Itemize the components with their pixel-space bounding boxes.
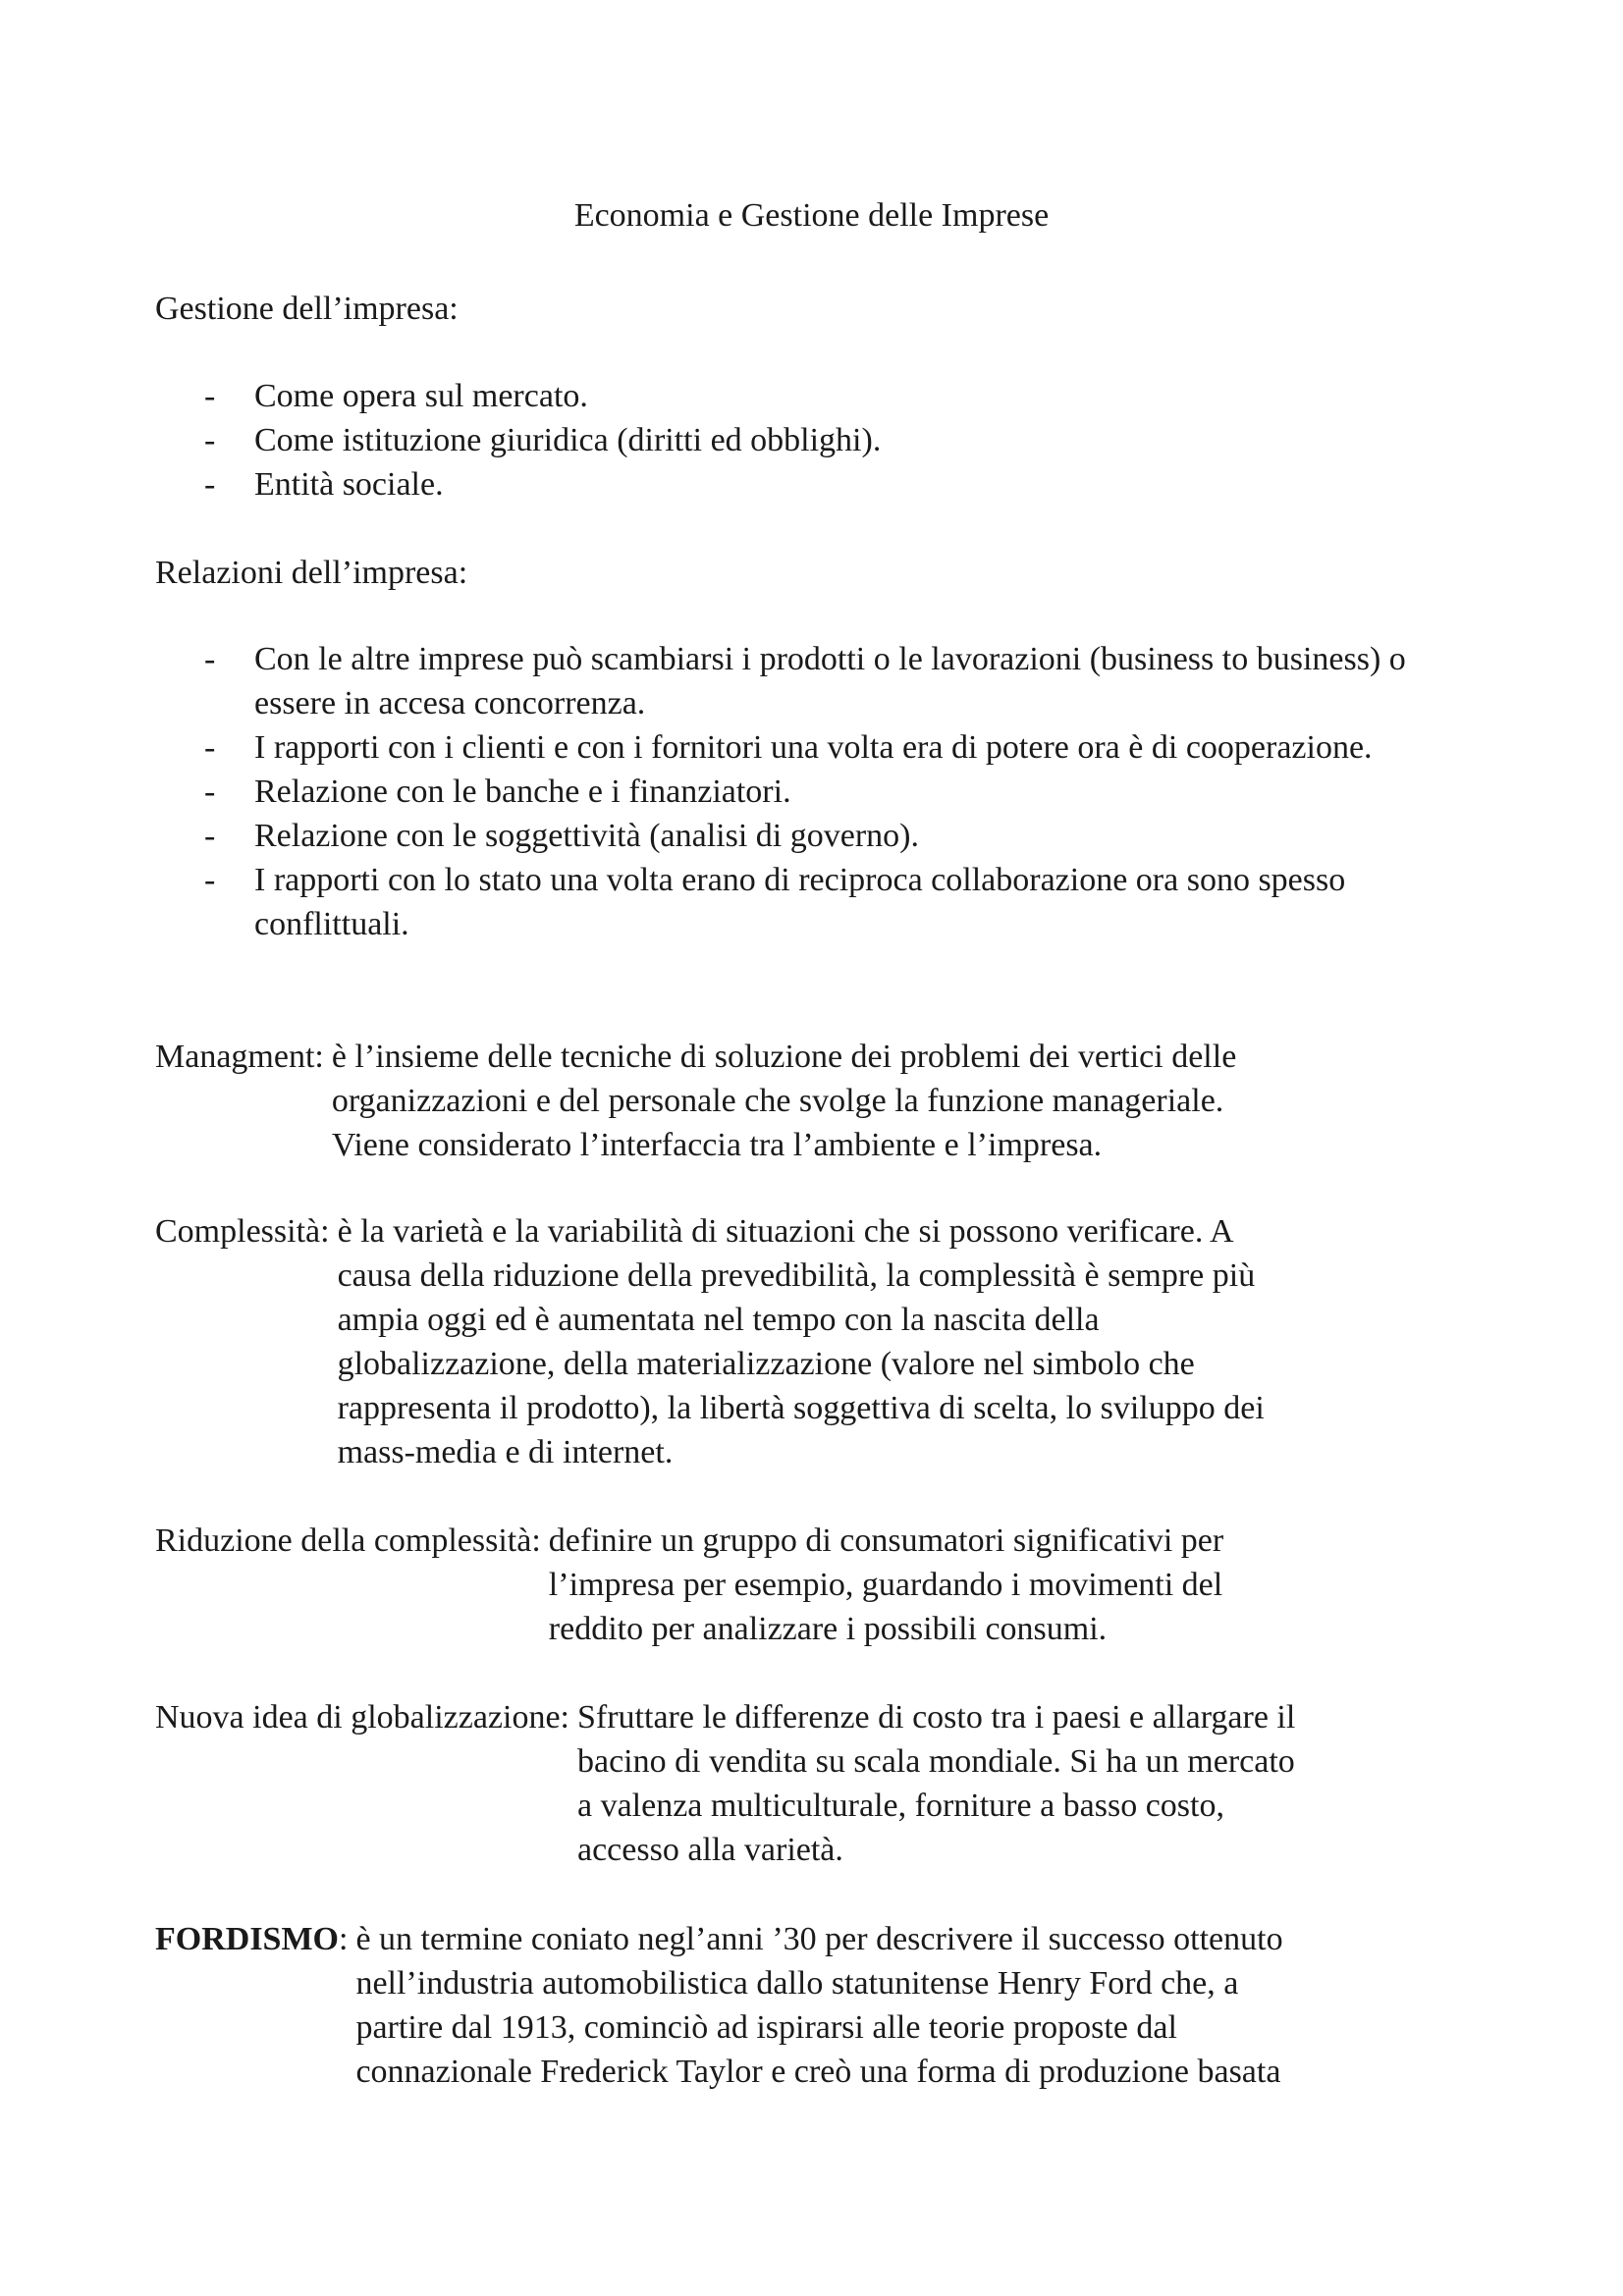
definition-line: reddito per analizzare i possibili consumi. (548, 1611, 1108, 1647)
definition-line: organizzazioni e del personale che svolge la funzione manageriale. (331, 1083, 1224, 1119)
list-item: - I rapporti con i clienti e con i fornitori una volta era di potere ora è di cooperazione. (155, 725, 1461, 770)
definition-riduzione (155, 1519, 1490, 1651)
list-item: - I rapporti con lo stato una volta erano di reciproca collaborazione ora sono spesso conflittuali. (155, 858, 1461, 946)
list-relazioni (155, 637, 1461, 946)
definition-line: l’impresa per esempio, guardando i movimenti del (548, 1567, 1223, 1603)
bullet-dash: - (204, 818, 216, 854)
definition-line: causa della riduzione della prevedibilità, la complessità è sempre più (337, 1257, 1256, 1294)
list-item: - Come istituzione giuridica (diritti ed obblighi). (155, 418, 1490, 462)
definition-managment (155, 1035, 1490, 1167)
definition-term: FORDISMO (155, 1921, 339, 1957)
section-heading-relazioni: Relazioni dell’impresa: (155, 555, 468, 591)
definition-complessita (155, 1209, 1490, 1474)
definition-line: accesso alla varietà. (577, 1832, 843, 1868)
definition-line: nell’industria automobilistica dallo statunitense Henry Ford che, a (355, 1965, 1239, 2002)
definition-globalizzazione (155, 1695, 1490, 1872)
list-item: - Come opera sul mercato. (155, 374, 1490, 418)
bullet-dash: - (204, 641, 216, 677)
list-item: - Con le altre imprese può scambiarsi i prodotti o le lavorazioni (business to business) o essere in accesa concorrenza. (155, 637, 1461, 725)
bullet-dash: - (204, 422, 216, 458)
definition-term-wrap (155, 1917, 348, 2094)
list-item: - Entità sociale. (155, 462, 1490, 507)
definition-line: partire dal 1913, cominciò ad ispirarsi alle teorie proposte dal (355, 2009, 1177, 2046)
definition-line: globalizzazione, della materializzazione (valore nel simbolo che (337, 1346, 1195, 1382)
list-gestione (155, 374, 1490, 507)
definition-line: definire un gruppo di consumatori significativi per (548, 1522, 1224, 1559)
definition-line: connazionale Frederick Taylor e creò una forma di produzione basata (355, 2054, 1281, 2090)
definition-line: a valenza multiculturale, forniture a basso costo, (577, 1788, 1224, 1824)
definition-colon: : (339, 1921, 349, 1957)
definition-fordismo (155, 1917, 1490, 2094)
definition-term: Riduzione della complessità: (155, 1522, 541, 1559)
definition-term: Complessità: (155, 1213, 330, 1250)
list-item: - Relazione con le banche e i finanziatori. (155, 770, 1461, 814)
bullet-dash: - (204, 466, 216, 503)
page-title: Economia e Gestione delle Imprese (573, 197, 1050, 234)
bullet-dash: - (204, 862, 216, 898)
definition-term: Managment: (155, 1039, 324, 1075)
bullet-dash: - (204, 729, 216, 766)
list-item: - Relazione con le soggettività (analisi di governo). (155, 814, 1461, 858)
definition-line: rappresenta il prodotto), la libertà soggettiva di scelta, lo sviluppo dei (337, 1390, 1265, 1426)
bullet-dash: - (204, 774, 216, 810)
definition-line: è la varietà e la variabilità di situazioni che si possono verificare. A (337, 1213, 1234, 1250)
definition-line: mass-media e di internet. (337, 1434, 674, 1470)
definition-line: Sfruttare le differenze di costo tra i paesi e allargare il (577, 1699, 1296, 1735)
definition-line: Viene considerato l’interfaccia tra l’ambiente e l’impresa. (331, 1127, 1103, 1163)
definition-line: è l’insieme delle tecniche di soluzione dei problemi dei vertici delle (331, 1039, 1237, 1075)
definition-line: ampia oggi ed è aumentata nel tempo con la nascita della (337, 1302, 1100, 1338)
section-heading-gestione: Gestione dell’impresa: (155, 291, 459, 327)
definition-line: bacino di vendita su scala mondiale. Si ha un mercato (577, 1743, 1295, 1780)
definition-line: è un termine coniato negl’anni ’30 per descrivere il successo ottenuto (355, 1921, 1283, 1957)
bullet-dash: - (204, 378, 216, 414)
definition-term: Nuova idea di globalizzazione: (155, 1699, 569, 1735)
